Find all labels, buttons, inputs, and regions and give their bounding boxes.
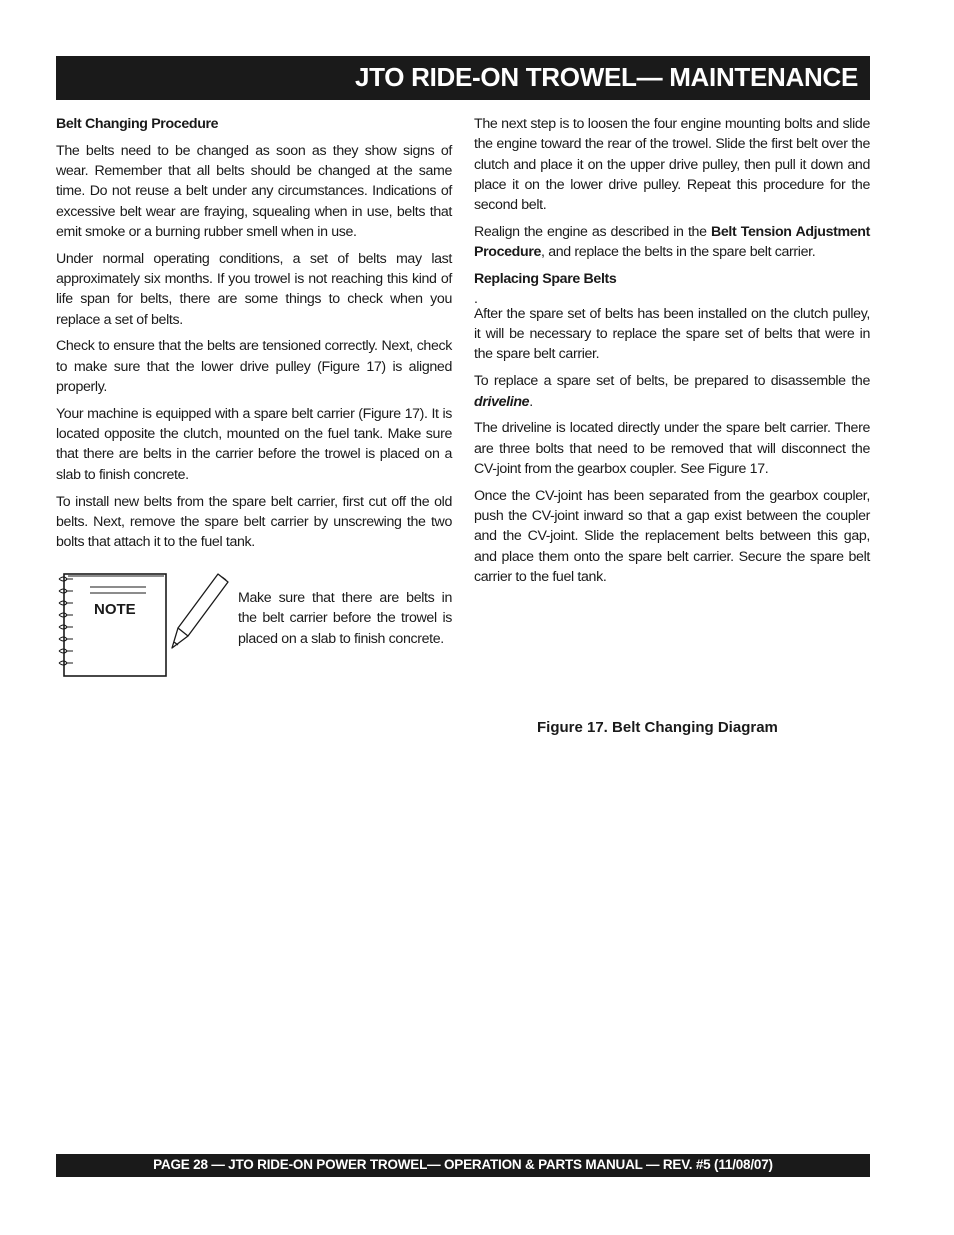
bold-reference: Belt Tension Adjustment Procedure	[474, 223, 870, 261]
emphasis-driveline: driveline	[474, 393, 530, 410]
notebook-icon	[56, 570, 168, 678]
section-heading-replacing-spare-belts: Replacing Spare Belts	[474, 271, 617, 288]
stray-dot: .	[474, 290, 478, 307]
text-run: Realign the engine as described in the	[474, 223, 711, 240]
right-column	[474, 114, 870, 594]
note-box	[56, 570, 456, 680]
paragraph: The next step is to loosen the four engine mounting bolts and slide the engine toward the rear of the trowel. Slide the first belt over the clutch and place it on the upper drive pulley, then pull it down and place it on the lower drive pulley. Repeat this procedure for the second belt.	[474, 116, 870, 214]
paragraph: Once the CV-joint has been separated from the gearbox coupler, push the CV-joint inward so that a gap exist between the coupler and the CV-joint. Slide the replacement belts between this gap, and place them onto the spare belt carrier. Secure the spare belt carrier to the fuel tank.	[474, 487, 870, 585]
text-run: To replace a spare set of belts, be prepared to disassemble the	[474, 373, 870, 390]
paragraph	[474, 222, 870, 263]
paragraph: To install new belts from the spare belt carrier, first cut off the old belts. Next, remove the spare belt carrier by unscrewing the two bolts that attach it to the fuel tank.	[56, 493, 452, 551]
pencil-icon	[168, 570, 234, 654]
paragraph: Check to ensure that the belts are tensioned correctly. Next, check to make sure that the lower drive pulley (Figure 17) is aligned properly.	[56, 338, 452, 396]
section-heading-belt-changing: Belt Changing Procedure	[56, 116, 219, 132]
footer-text: PAGE 28 — JTO RIDE-ON POWER TROWEL— OPERATION & PARTS MANUAL — REV. #5 (11/08/07)	[153, 1157, 773, 1172]
text-run: , and replace the belts in the spare belt carrier.	[541, 244, 816, 261]
paragraph: The belts need to be changed as soon as they show signs of wear. Remember that all belts should be changed at the same time. Do not reuse a belt under any circumstances. Indications of excessive belt wear are fraying, squealing when in use, belts that emit smoke or a burning rubber smell when in use.	[56, 142, 452, 240]
note-text: Make sure that there are belts in the belt carrier before the trowel is placed on a slab to finish concrete.	[238, 590, 452, 647]
paragraph	[474, 371, 870, 412]
paragraph: Under normal operating conditions, a set of belts may last approximately six months. If you trowel is not reaching this kind of life span for belts, there are some things to check when you replace a set of belts.	[56, 250, 452, 328]
page-title: JTO RIDE-ON TROWEL— MAINTENANCE	[355, 62, 858, 92]
paragraph: The driveline is located directly under the spare belt carrier. There are three bolts that need to be removed that will disconnect the CV-joint from the gearbox coupler. See Figure 17.	[474, 420, 870, 477]
paragraph: After the spare set of belts has been installed on the clutch pulley, it will be necessary to replace the spare set of belts that were in the spare belt carrier.	[474, 305, 870, 363]
footer-bar	[56, 1154, 870, 1177]
figure-caption: Figure 17. Belt Changing Diagram	[537, 719, 778, 736]
header-bar	[56, 56, 870, 100]
paragraph: Your machine is equipped with a spare belt carrier (Figure 17). It is located opposite the clutch, mounted on the fuel tank. Make sure that there are belts in the carrier before the trowel is placed on a slab to finish concrete.	[56, 405, 452, 483]
note-label: NOTE	[94, 601, 136, 618]
text-run: .	[529, 393, 533, 410]
left-column	[56, 114, 452, 559]
